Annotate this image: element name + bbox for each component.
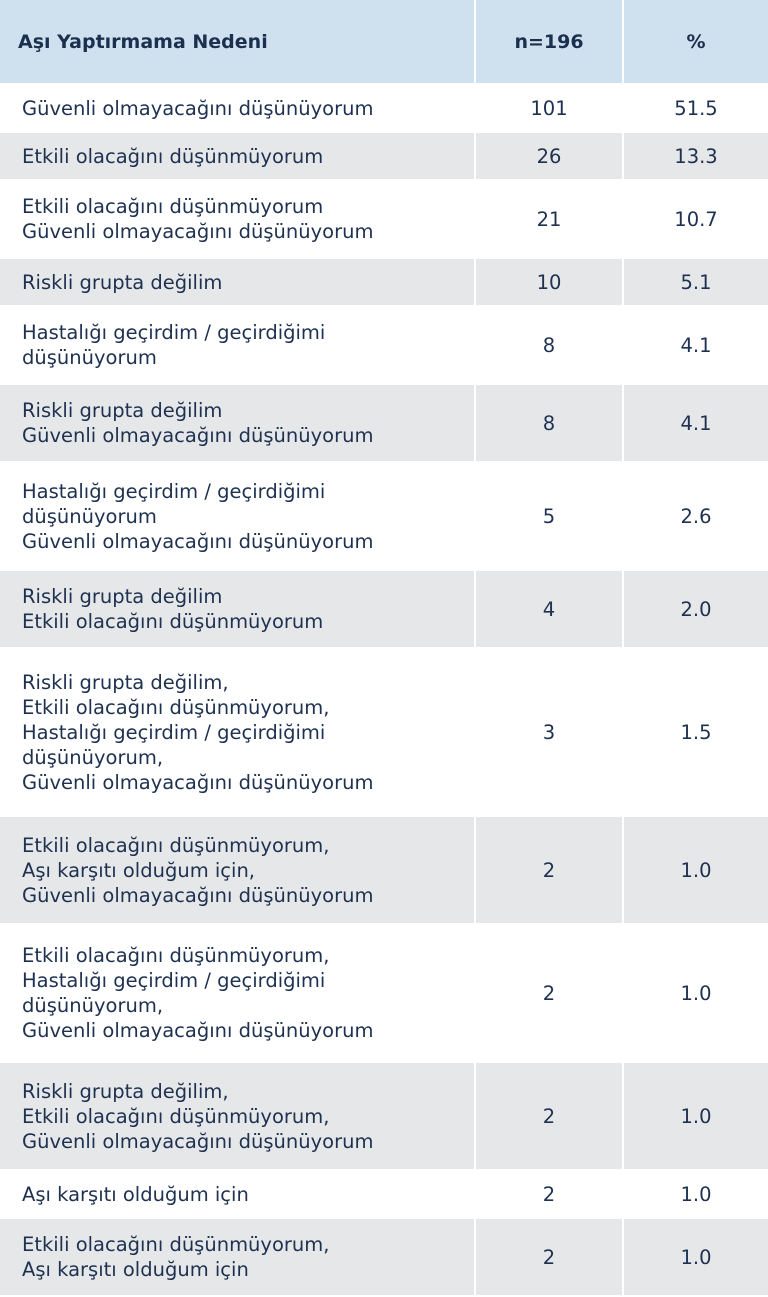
reason-cell	[0, 649, 474, 815]
count-cell: 2	[474, 1063, 622, 1169]
table-row	[0, 649, 768, 817]
reason-text	[22, 194, 373, 244]
percent-cell: 1.0	[622, 1063, 768, 1169]
table-row	[0, 925, 768, 1063]
reason-cell	[0, 1219, 474, 1295]
table-row	[0, 1171, 768, 1219]
reason-text	[22, 96, 373, 121]
reason-line: Güvenli olmayacağını düşünüyorum	[22, 1129, 374, 1153]
count-cell: 4	[474, 571, 622, 647]
count-cell: 10	[474, 259, 622, 305]
reason-line: Hastalığı geçirdim / geçirdiğimi	[22, 720, 326, 744]
reason-line: Hastalığı geçirdim / geçirdiğimi	[22, 969, 326, 992]
reason-line: Güvenli olmayacağını düşünüyorum	[22, 96, 374, 120]
table-row	[0, 1219, 768, 1297]
reason-line: Güvenli olmayacağını düşünüyorum	[22, 529, 374, 553]
count-cell: 26	[474, 133, 622, 179]
reason-line: Etkili olacağını düşünmüyorum,	[22, 1233, 330, 1256]
table-row	[0, 571, 768, 649]
percent-cell: 5.1	[622, 259, 768, 305]
reason-line: Etkili olacağını düşünmüyorum,	[22, 833, 330, 857]
percent-cell: 1.0	[622, 1219, 768, 1295]
count-cell: 2	[474, 817, 622, 923]
reason-text	[22, 670, 373, 795]
reason-text	[22, 1079, 373, 1154]
percent-cell: 1.0	[622, 817, 768, 923]
table-row	[0, 85, 768, 133]
percent-cell: 10.7	[622, 181, 768, 257]
reason-line: Güvenli olmayacağını düşünüyorum	[22, 220, 374, 243]
reason-line: Riskli grupta değilim	[22, 585, 223, 608]
reason-text	[22, 1232, 329, 1282]
reason-cell	[0, 1171, 474, 1217]
count-cell: 2	[474, 925, 622, 1061]
percent-cell: 4.1	[622, 307, 768, 383]
reason-text	[22, 270, 222, 295]
table-row	[0, 259, 768, 307]
percent-cell: 1.0	[622, 925, 768, 1061]
table-row	[0, 133, 768, 181]
header-count: n=196	[474, 0, 622, 83]
header-reason: Aşı Yaptırmama Nedeni	[18, 30, 268, 53]
reason-cell	[0, 817, 474, 923]
table-row	[0, 463, 768, 571]
reason-cell	[0, 181, 474, 257]
reason-line: Etkili olacağını düşünmüyorum,	[22, 1104, 330, 1128]
reason-cell	[0, 85, 474, 131]
reason-line: Etkili olacağını düşünmüyorum,	[22, 944, 330, 967]
count-cell: 3	[474, 649, 622, 815]
count-cell: 8	[474, 307, 622, 383]
reason-line: Aşı karşıtı olduğum için,	[22, 858, 256, 882]
reason-text	[22, 479, 373, 554]
percent-cell: 1.5	[622, 649, 768, 815]
header-percent: %	[622, 0, 768, 83]
reason-line: Etkili olacağını düşünmüyorum,	[22, 695, 330, 719]
count-cell: 5	[474, 463, 622, 569]
percent-cell: 2.0	[622, 571, 768, 647]
reason-text	[22, 584, 323, 634]
reason-cell	[0, 259, 474, 305]
reason-line: Riskli grupta değilim,	[22, 1079, 229, 1103]
reason-cell	[0, 571, 474, 647]
reason-line: Hastalığı geçirdim / geçirdiğimi	[22, 321, 326, 344]
reason-cell	[0, 463, 474, 569]
table-row	[0, 385, 768, 463]
reason-cell	[0, 133, 474, 179]
table-row	[0, 307, 768, 385]
reason-text	[22, 398, 373, 448]
reason-text	[22, 833, 373, 908]
reason-line: düşünüyorum,	[22, 994, 164, 1017]
table-header-row	[0, 0, 768, 85]
reason-line: Güvenli olmayacağını düşünüyorum	[22, 1019, 374, 1042]
reason-line: Etkili olacağını düşünmüyorum	[22, 610, 324, 633]
percent-cell: 2.6	[622, 463, 768, 569]
reason-line: Güvenli olmayacağını düşünüyorum	[22, 883, 374, 907]
reason-text	[22, 1182, 249, 1207]
reason-cell	[0, 1063, 474, 1169]
reason-line: Riskli grupta değilim	[22, 399, 223, 422]
reason-line: düşünüyorum	[22, 346, 157, 369]
reason-cell	[0, 385, 474, 461]
percent-cell: 51.5	[622, 85, 768, 131]
table-row	[0, 181, 768, 259]
reason-cell	[0, 307, 474, 383]
reason-line: Etkili olacağını düşünmüyorum	[22, 195, 324, 218]
percent-cell: 13.3	[622, 133, 768, 179]
reason-line: Hastalığı geçirdim / geçirdiğimi	[22, 479, 326, 503]
reason-line: Güvenli olmayacağını düşünüyorum	[22, 424, 374, 447]
reason-cell	[0, 925, 474, 1061]
reason-line: düşünüyorum,	[22, 745, 164, 769]
reason-line: Riskli grupta değilim	[22, 270, 223, 294]
count-cell: 2	[474, 1219, 622, 1295]
reason-line: Riskli grupta değilim,	[22, 670, 229, 694]
reason-line: Aşı karşıtı olduğum için	[22, 1258, 249, 1281]
reason-text	[22, 320, 325, 370]
reason-line: Güvenli olmayacağını düşünüyorum	[22, 770, 374, 794]
table-row	[0, 817, 768, 925]
reason-text	[22, 144, 323, 169]
reason-line: Aşı karşıtı olduğum için	[22, 1182, 249, 1206]
reason-text	[22, 943, 373, 1043]
percent-cell: 4.1	[622, 385, 768, 461]
table-row	[0, 1063, 768, 1171]
count-cell: 101	[474, 85, 622, 131]
count-cell: 2	[474, 1171, 622, 1217]
count-cell: 21	[474, 181, 622, 257]
count-cell: 8	[474, 385, 622, 461]
reason-line: düşünüyorum	[22, 504, 157, 528]
table-body	[0, 85, 768, 1297]
reason-line: Etkili olacağını düşünmüyorum	[22, 144, 324, 168]
percent-cell: 1.0	[622, 1171, 768, 1217]
